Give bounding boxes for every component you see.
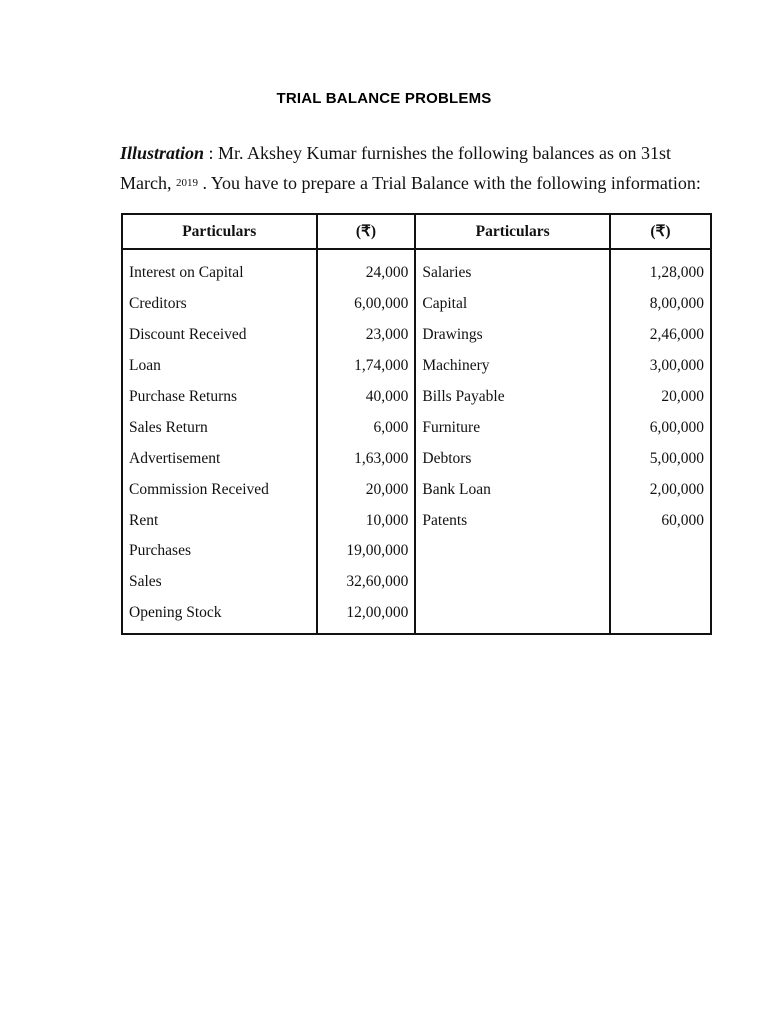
right-particular: Debtors [415, 443, 610, 474]
table-row [122, 249, 711, 289]
right-amount: 8,00,000 [610, 289, 711, 320]
header-amount-left: (₹) [317, 214, 416, 249]
right-particular: Machinery [415, 351, 610, 382]
right-amount: 20,000 [610, 382, 711, 413]
left-particular: Sales Return [122, 412, 317, 443]
table-row [122, 289, 711, 320]
right-amount: 2,46,000 [610, 320, 711, 351]
table-body [122, 249, 711, 634]
illustration-paragraph [120, 138, 720, 201]
left-amount: 6,000 [317, 412, 416, 443]
table-row [122, 382, 711, 413]
header-amount-right: (₹) [610, 214, 711, 249]
illustration-text-part2: . You have to prepare a Trial Balance with the following information: [197, 173, 701, 193]
right-amount [610, 567, 711, 598]
left-particular: Rent [122, 505, 317, 536]
right-amount: 2,00,000 [610, 474, 711, 505]
left-particular: Opening Stock [122, 598, 317, 634]
left-amount: 1,74,000 [317, 351, 416, 382]
right-particular [415, 536, 610, 567]
left-amount: 32,60,000 [317, 567, 416, 598]
right-amount: 60,000 [610, 505, 711, 536]
right-particular: Capital [415, 289, 610, 320]
table-row [122, 505, 711, 536]
left-particular: Purchases [122, 536, 317, 567]
header-particulars-right: Particulars [415, 214, 610, 249]
table-row [122, 320, 711, 351]
left-amount: 10,000 [317, 505, 416, 536]
table-row [122, 412, 711, 443]
balances-table [121, 213, 712, 635]
table-row [122, 598, 711, 634]
left-amount: 23,000 [317, 320, 416, 351]
left-amount: 1,63,000 [317, 443, 416, 474]
header-particulars-left: Particulars [122, 214, 317, 249]
left-particular: Advertisement [122, 443, 317, 474]
left-amount: 40,000 [317, 382, 416, 413]
illustration-year: 2019 [175, 177, 198, 189]
table-header-row [122, 214, 711, 249]
right-amount: 1,28,000 [610, 249, 711, 289]
left-amount: 12,00,000 [317, 598, 416, 634]
right-particular: Bank Loan [415, 474, 610, 505]
table-row [122, 351, 711, 382]
left-particular: Creditors [122, 289, 317, 320]
illustration-text-part1: : Mr. Akshey Kumar furnishes the following balances as on 31st March, [120, 143, 671, 193]
left-particular: Commission Received [122, 474, 317, 505]
right-particular: Bills Payable [415, 382, 610, 413]
left-particular: Sales [122, 567, 317, 598]
right-particular: Salaries [415, 249, 610, 289]
table-row [122, 567, 711, 598]
left-amount: 6,00,000 [317, 289, 416, 320]
right-amount: 6,00,000 [610, 412, 711, 443]
right-particular: Patents [415, 505, 610, 536]
left-particular: Purchase Returns [122, 382, 317, 413]
left-amount: 20,000 [317, 474, 416, 505]
left-particular: Discount Received [122, 320, 317, 351]
right-amount [610, 598, 711, 634]
table-row [122, 536, 711, 567]
illustration-label: Illustration [120, 143, 205, 163]
right-amount [610, 536, 711, 567]
table-row [122, 474, 711, 505]
right-particular: Furniture [415, 412, 610, 443]
left-particular: Interest on Capital [122, 249, 317, 289]
right-amount: 5,00,000 [610, 443, 711, 474]
right-amount: 3,00,000 [610, 351, 711, 382]
left-amount: 19,00,000 [317, 536, 416, 567]
table-row [122, 443, 711, 474]
left-amount: 24,000 [317, 249, 416, 289]
right-particular: Drawings [415, 320, 610, 351]
right-particular [415, 567, 610, 598]
left-particular: Loan [122, 351, 317, 382]
page-title: TRIAL BALANCE PROBLEMS [276, 90, 492, 107]
right-particular [415, 598, 610, 634]
